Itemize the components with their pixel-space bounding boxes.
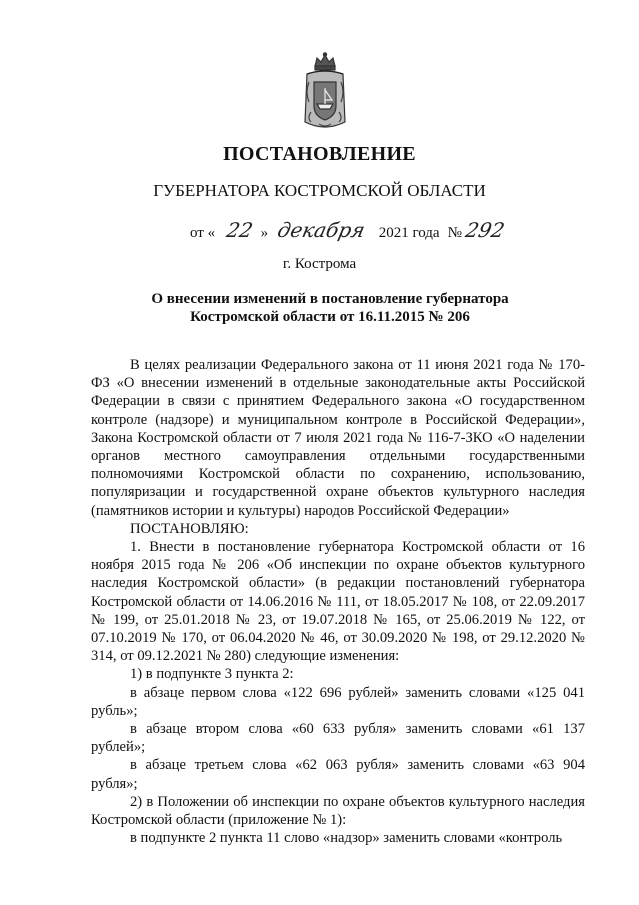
subitem-2: 2) в Положении об инспекции по охране объектов культурного наследия Костромской области (приложение № 1): — [91, 793, 585, 829]
document-title: ПОСТАНОВЛЕНИЕ — [223, 143, 416, 165]
document-body — [91, 356, 585, 847]
decree-word: ПОСТАНОВЛЯЮ: — [130, 520, 249, 537]
handwritten-month: декабря — [275, 218, 368, 242]
number-sign: № — [447, 225, 462, 241]
subitem-1: 1) в подпункте 3 пункта 2: — [130, 666, 294, 683]
preamble-paragraph: В целях реализации Федерального закона от 11 июня 2021 года № 170-ФЗ «О внесении изменений в отдельные законодательные акты Российской Федерации в связи с принятием Федерального закона «О государственном контроле (надзоре) и муниципальном контроле в Российской Федерации», Закона Костромской области от 7 июля 2021 года № 116-7-ЗКО «О наделении органов местного самоуправления отдельными государственными полномочиями Костромской области по сохранению, использованию, популяризации и государственной охране объектов культурного наследия (памятников истории и культуры) народов Российской Федерации» — [91, 357, 585, 519]
heading-line-2: Костромской области от 16.11.2015 № 206 — [190, 309, 470, 325]
handwritten-day: 22 — [224, 218, 256, 242]
issuer-title: ГУБЕРНАТОРА КОСТРОМСКОЙ ОБЛАСТИ — [153, 181, 486, 200]
handwritten-doc-number: 292 — [463, 218, 507, 242]
date-number-line — [190, 218, 507, 242]
subitem-2a: в подпункте 2 пункта 11 слово «надзор» заменить словами «контроль — [130, 830, 563, 847]
date-sep: » — [260, 225, 269, 241]
date-prefix: от « — [190, 225, 216, 241]
date-year: 2021 года — [378, 225, 440, 241]
subitem-1b: в абзаце втором слова «60 633 рубля» заменить словами «61 137 рублей»; — [91, 721, 585, 756]
coat-of-arms-emblem — [301, 52, 349, 134]
heading-line-1: О внесении изменений в постановление губернатора — [151, 291, 509, 307]
document-heading — [120, 290, 540, 326]
issue-city: г. Кострома — [282, 256, 357, 272]
item-1-paragraph: 1. Внести в постановление губернатора Костромской области от 16 ноября 2015 года № 206 «Об инспекции по охране объектов культурного наследия Костромской области» (в редакции постановлений губернатора Костромской области от 14.06.2016 № 111, от 18.05.2017 № 108, от 22.09.2017 № 199, от 25.01.2018 № 23, от 19.07.2018 № 165, от 25.06.2019 № 122, от 07.10.2019 № 170, от 06.04.2020 № 46, от 30.09.2020 № 198, от 29.12.2020 № 314, от 09.12.2021 № 280) следующие изменения: — [91, 539, 585, 665]
subitem-1c: в абзаце третьем слова «62 063 рубля» заменить словами «63 904 рубля»; — [91, 757, 585, 792]
subitem-1a: в абзаце первом слова «122 696 рублей» заменить словами «125 041 рубль»; — [91, 684, 585, 719]
